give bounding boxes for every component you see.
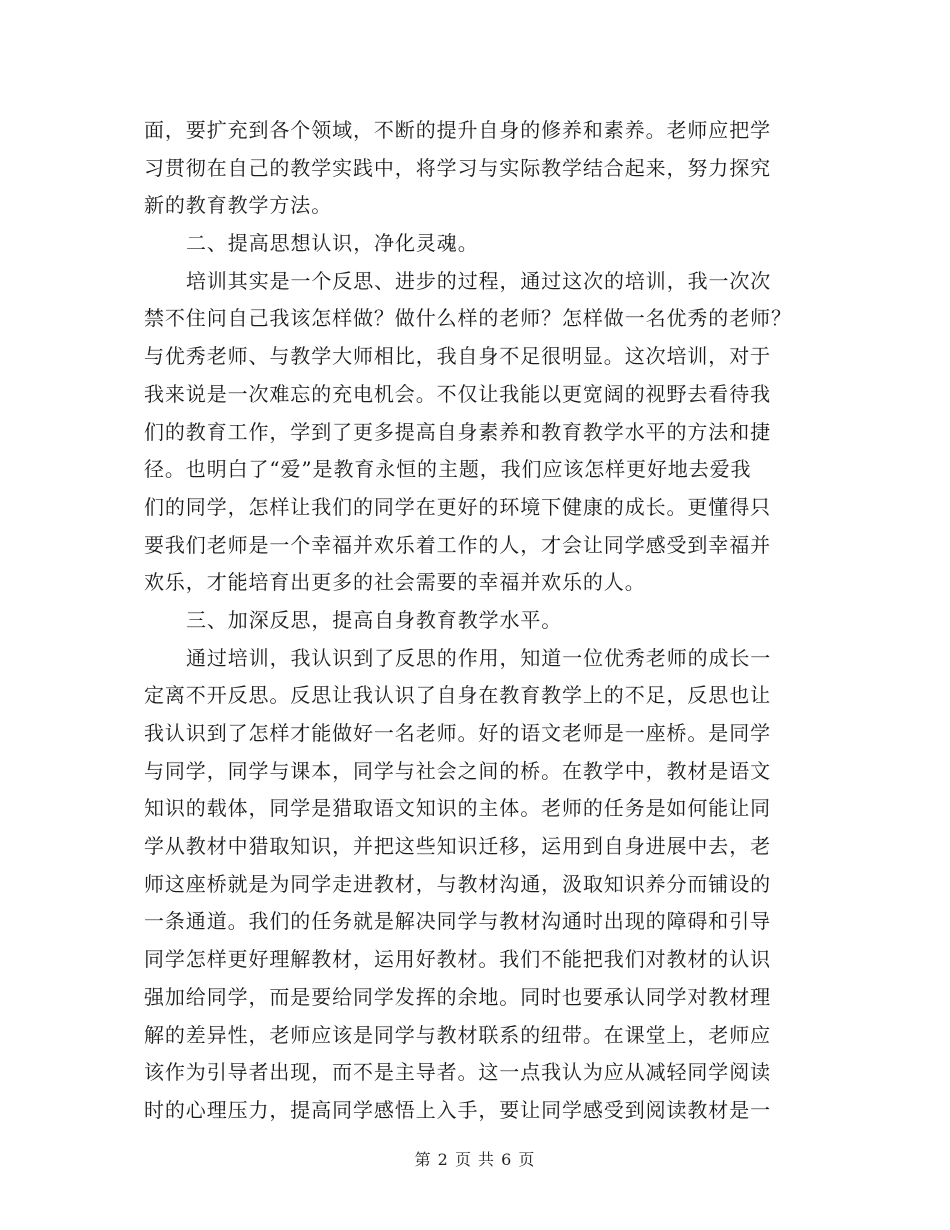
- document-body: [144, 112, 794, 1130]
- page-footer: 第 2 页 共 6 页: [414, 1150, 536, 1169]
- text-line: 强加给同学，而是要给同学发挥的余地。同时也要承认同学对教材理: [144, 984, 771, 1009]
- text-line: 时的心理压力，提高同学感悟上入手，要让同学感受到阅读教材是一: [144, 1097, 771, 1122]
- text-line: 培训其实是一个反思、进步的过程，通过这次的培训，我一次次: [186, 268, 772, 293]
- text-line: 通过培训，我认识到了反思的作用，知道一位优秀老师的成长一: [186, 645, 772, 670]
- text-line: 禁不住问自己我该怎样做？做什么样的老师？怎样做一名优秀的老师？: [144, 306, 792, 331]
- text-line: 三、加深反思，提高自身教育教学水平。: [186, 607, 563, 632]
- text-line: 要我们老师是一个幸福并欢乐着工作的人，才会让同学感受到幸福并: [144, 532, 771, 557]
- text-line: 们的教育工作，学到了更多提高自身素养和教育教学水平的方法和捷: [144, 419, 771, 444]
- text-line: 新的教育教学方法。: [144, 193, 333, 218]
- text-line: 欢乐，才能培育出更多的社会需要的幸福并欢乐的人。: [144, 570, 646, 595]
- text-line: 与优秀老师、与教学大师相比，我自身不足很明显。这次培训，对于: [144, 344, 771, 369]
- text-line: 知识的载体，同学是猎取语文知识的主体。老师的任务是如何能让同: [144, 796, 771, 821]
- text-line: 面，要扩充到各个领域，不断的提升自身的修养和素养。老师应把学: [144, 118, 771, 142]
- text-line: 同学怎样更好理解教材，运用好教材。我们不能把我们对教材的认识: [144, 947, 771, 972]
- text-line: 解的差异性，老师应该是同学与教材联系的纽带。在课堂上，老师应: [144, 1022, 771, 1047]
- text-line: 我来说是一次难忘的充电机会。不仅让我能以更宽阔的视野去看待我: [144, 381, 771, 406]
- text-line: 习贯彻在自己的教学实践中，将学习与实际教学结合起来，努力探究: [144, 155, 771, 180]
- text-line: 定离不开反思。反思让我认识了自身在教育教学上的不足，反思也让: [144, 683, 771, 708]
- text-line: 们的同学，怎样让我们的同学在更好的环境下健康的成长。更懂得只: [144, 494, 771, 519]
- text-line: 径。也明白了“爱”是教育永恒的主题，我们应该怎样更好地去爱我: [144, 457, 752, 482]
- text-line: 该作为引导者出现，而不是主导者。这一点我认为应从减轻同学阅读: [144, 1060, 771, 1085]
- text-line: 二、提高思想认识，净化灵魂。: [186, 231, 479, 256]
- text-line: 师这座桥就是为同学走进教材，与教材沟通，汲取知识养分而铺设的: [144, 871, 771, 896]
- text-line: 学从教材中猎取知识，并把这些知识迁移，运用到自身进展中去，老: [144, 834, 771, 859]
- text-line: 我认识到了怎样才能做好一名老师。好的语文老师是一座桥。是同学: [144, 721, 771, 745]
- text-line: 与同学，同学与课本，同学与社会之间的桥。在教学中，教材是语文: [144, 758, 771, 783]
- text-line: 一条通道。我们的任务就是解决同学与教材沟通时出现的障碍和引导: [144, 909, 771, 934]
